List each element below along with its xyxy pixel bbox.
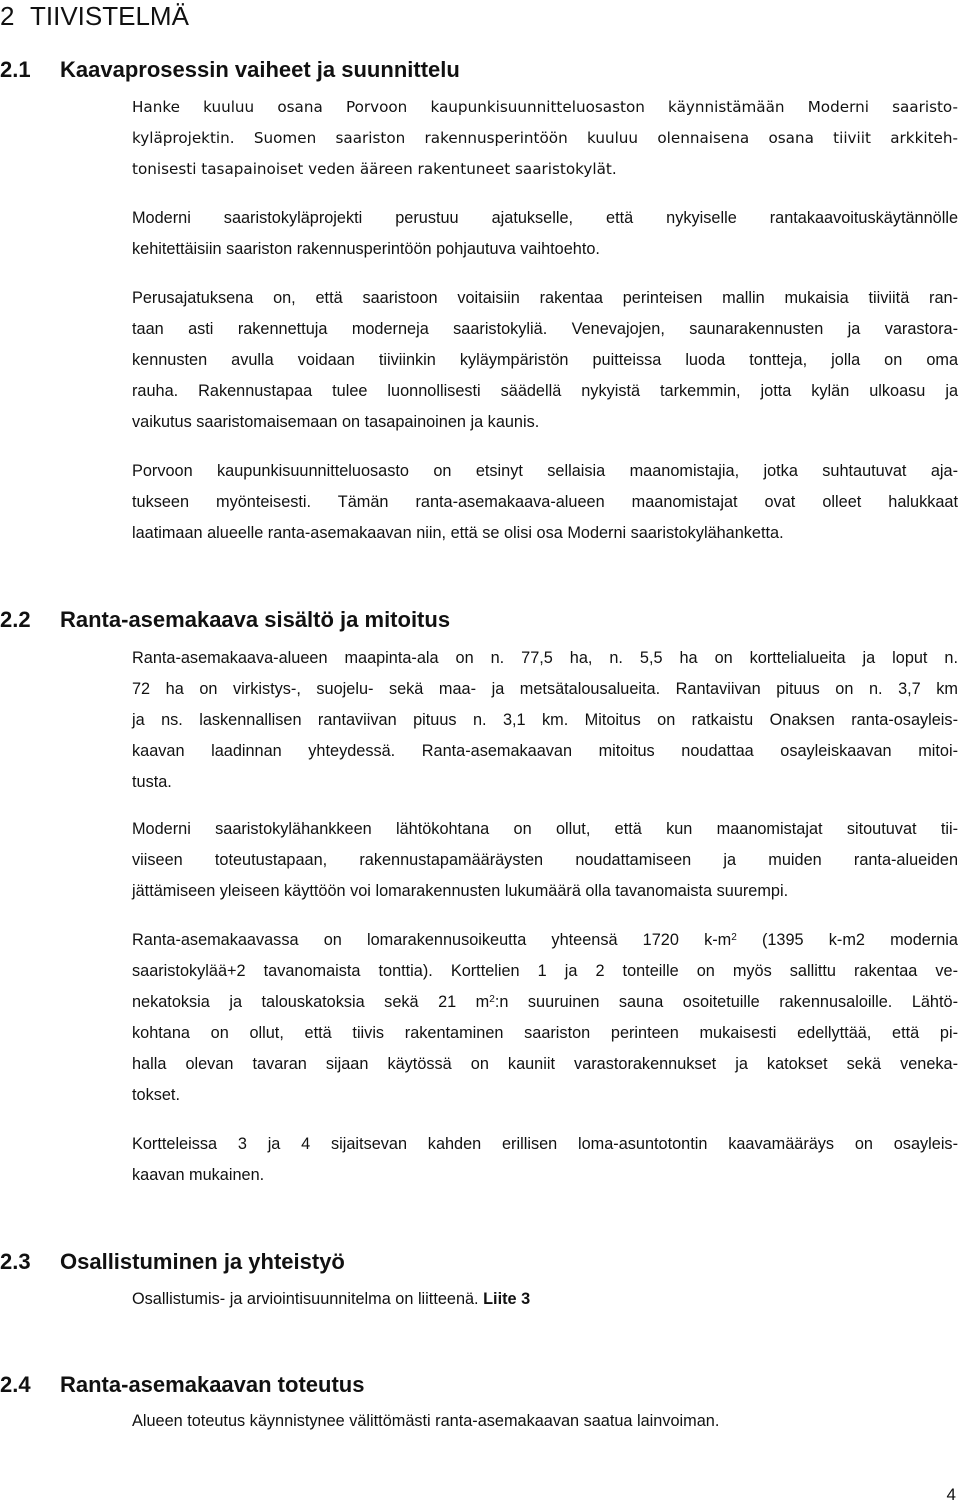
text-line: kyläprojektin. Suomen saariston rakennusperintöön kuuluu olennaisena osana tiiviit arkkiteh- bbox=[132, 129, 958, 147]
text-line: jättämiseen yleiseen käyttöön voi lomarakennusten lukumäärä olla tavanomaista suurempi. bbox=[132, 882, 789, 900]
paragraph-2-1-b bbox=[132, 203, 958, 265]
text-fragment: Ranta-asemakaavassa on lomarakennusoikeutta yhteensä 1720 k-m bbox=[132, 931, 732, 949]
paragraph-2-1-d bbox=[132, 456, 958, 549]
text-line: kaavan mukainen. bbox=[132, 1166, 265, 1184]
text-line: Perusajatuksena on, että saaristoon voitaisiin rakentaa perinteisen mallin mukaisia tiiviitä ran- bbox=[132, 289, 958, 307]
text-line: kaavan laadinnan yhteydessä. Ranta-asemakaavan mitoitus noudattaa osayleiskaavan mitoi- bbox=[132, 742, 958, 760]
text-line: Porvoon kaupunkisuunnitteluosasto on etsinyt sellaisia maanomistajia, jotka suhtautuvat aja- bbox=[132, 462, 958, 480]
text-line: Hanke kuuluu osana Porvoon kaupunkisuunnitteluosaston käynnistämään Moderni saaristo- bbox=[132, 98, 958, 116]
section-title: Kaavaprosessin vaiheet ja suunnittelu bbox=[60, 57, 460, 82]
paragraph-2-4 bbox=[132, 1406, 958, 1437]
text-fragment: :n suuruinen sauna osoitetuille rakennusaloille. Lähtö- bbox=[494, 993, 958, 1011]
text-line: ja ns. laskennallisen rantaviivan pituus n. 3,1 km. Mitoitus on ratkaistu Onaksen ranta-osayleis- bbox=[132, 711, 958, 729]
text-fragment: Osallistumis- ja arviointisuunnitelma on liitteenä. bbox=[132, 1290, 479, 1308]
text-line: laatimaan alueelle ranta-asemakaavan niin, että se olisi osa Moderni saaristokylähanketta. bbox=[132, 524, 784, 542]
paragraph-2-1-a bbox=[132, 92, 958, 185]
chapter-number: 2 bbox=[0, 1, 15, 31]
section-number: 2.2 bbox=[0, 607, 31, 632]
section-heading-2-2 bbox=[0, 606, 450, 634]
chapter-heading bbox=[0, 0, 189, 32]
text-line: Alueen toteutus käynnistynee välittömästi ranta-asemakaavan saatua lainvoiman. bbox=[132, 1412, 720, 1430]
section-title: Ranta-asemakaava sisältö ja mitoitus bbox=[60, 607, 451, 632]
paragraph-2-2-b bbox=[132, 814, 958, 907]
section-number: 2.1 bbox=[0, 57, 31, 82]
paragraph-2-3 bbox=[132, 1284, 958, 1315]
text-line bbox=[132, 1284, 958, 1315]
text-line: viiseen toteutustapaan, rakennustapamääräysten noudattamiseen ja muiden ranta-alueiden bbox=[132, 851, 958, 869]
section-number: 2.3 bbox=[0, 1249, 31, 1274]
section-heading-2-4 bbox=[0, 1371, 364, 1399]
paragraph-2-1-c bbox=[132, 283, 958, 438]
text-fragment: nekatoksia ja talouskatoksia sekä 21 m bbox=[132, 993, 490, 1011]
text-line: tonisesti tasapainoiset veden ääreen rakentuneet saaristokylät. bbox=[132, 160, 617, 178]
paragraph-2-2-d bbox=[132, 1129, 958, 1191]
text-line: kehitettäisiin saariston rakennusperintöön pohjautuva vaihtoehto. bbox=[132, 240, 600, 258]
text-line: kennusten avulla voidaan tiiviinkin kyläympäristön puitteissa luoda tontteja, jolla on oma bbox=[132, 351, 958, 369]
superscript: 2 bbox=[731, 932, 737, 943]
text-line: taan asti rakennettuja moderneja saaristokyliä. Venevajojen, saunarakennusten ja varastora- bbox=[132, 320, 958, 338]
text-line: kohtana on ollut, että tiivis rakentaminen saariston perinteen mukaisesti edellyttää, että pi- bbox=[132, 1024, 958, 1042]
text-line: Ranta-asemakaava-alueen maapinta-ala on n. 77,5 ha, n. 5,5 ha on korttelialueita ja loput n. bbox=[132, 649, 958, 667]
section-title: Ranta-asemakaavan toteutus bbox=[60, 1372, 365, 1397]
section-number: 2.4 bbox=[0, 1372, 31, 1397]
section-heading-2-1 bbox=[0, 56, 460, 84]
text-line: halla olevan tavaran sijaan käytössä on kauniit varastorakennukset ja katokset sekä veneka- bbox=[132, 1055, 958, 1073]
text-line: Moderni saaristokylähankkeen lähtökohtana on ollut, että kun maanomistajat sitoutuvat tii- bbox=[132, 820, 958, 838]
chapter-title: TIIVISTELMÄ bbox=[30, 1, 189, 31]
text-line: tukseen myönteisesti. Tämän ranta-asemakaava-alueen maanomistajat ovat olleet halukkaat bbox=[132, 493, 958, 511]
text-line: saaristokylää+2 tavanomaista tonttia). Korttelien 1 ja 2 tonteille on myös sallittu rakentaa ve- bbox=[132, 962, 958, 980]
text-line: tokset. bbox=[132, 1086, 180, 1104]
text-line bbox=[132, 925, 958, 956]
superscript: 2 bbox=[489, 994, 495, 1005]
page-number: 4 bbox=[946, 1485, 956, 1504]
text-line: tusta. bbox=[132, 773, 172, 791]
text-line: vaikutus saaristomaisemaan on tasapainoinen ja kaunis. bbox=[132, 413, 540, 431]
text-fragment: (1395 k-m2 modernia bbox=[736, 931, 958, 949]
section-heading-2-3 bbox=[0, 1248, 345, 1276]
text-line: Kortteleissa 3 ja 4 sijaitsevan kahden erillisen loma-asuntotontin kaavamääräys on osayleis- bbox=[132, 1135, 958, 1153]
section-title: Osallistuminen ja yhteistyö bbox=[60, 1249, 345, 1274]
attachment-reference: Liite 3 bbox=[478, 1290, 531, 1308]
text-line: Moderni saaristokyläprojekti perustuu ajatukselle, että nykyiselle rantakaavoituskäytännölle bbox=[132, 209, 958, 227]
paragraph-2-2-a bbox=[132, 643, 958, 798]
paragraph-2-2-c bbox=[132, 925, 958, 1111]
text-line: rauha. Rakennustapaa tulee luonnollisesti säädellä nykyistä tarkemmin, jotta kylän ulkoasu ja bbox=[132, 382, 958, 400]
text-line bbox=[132, 987, 958, 1018]
text-line: 72 ha on virkistys-, suojelu- sekä maa- ja metsätalousalueita. Rantaviivan pituus on n. 3,7 km bbox=[132, 680, 958, 698]
